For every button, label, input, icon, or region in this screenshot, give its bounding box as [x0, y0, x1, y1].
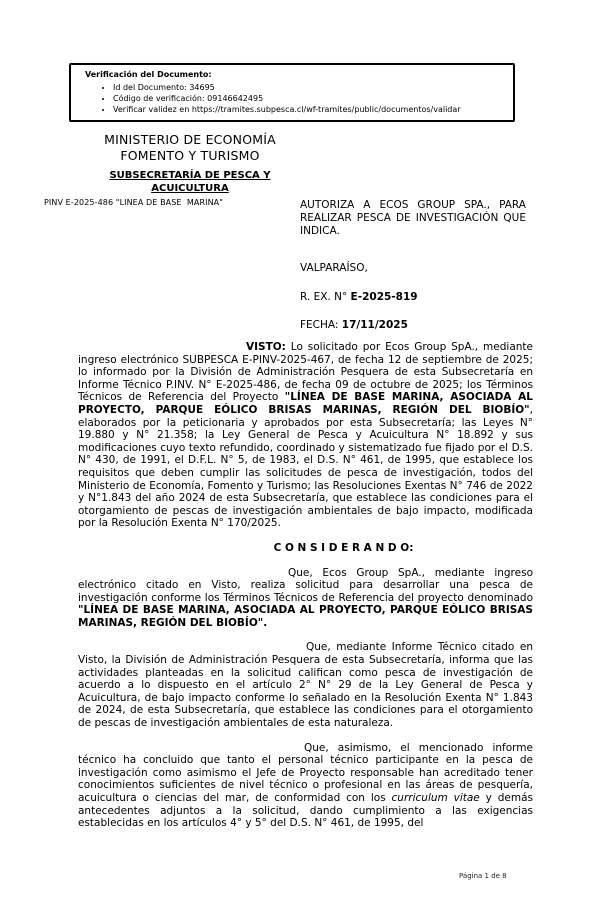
resolution-subject: AUTORIZA A ECOS GROUP SPA., PARA REALIZAR PESCA DE INVESTIGACIÓN QUE INDICA.	[300, 199, 526, 237]
resolution-city: VALPARAÍSO,	[300, 262, 368, 274]
resolution-number-label: R. EX. N°	[300, 291, 351, 303]
letterhead	[45, 132, 335, 195]
considerando-heading: C O N S I D E R A N D O:	[273, 541, 414, 554]
resolution-date-value: 17/11/2025	[341, 319, 408, 331]
resolution-number	[300, 291, 526, 304]
considerando-paragraph-3: Que, asimismo, el mencionado informe técnico ha concluido que tanto el personal técnico participante en la pesca de investigación como asimismo el Jefe de Proyecto responsable han acreditado tener conocimientos suficientes de nivel técnico o profesional en las áreas de pesquería, acuicultura o ciencias del mar, de conformidad con los curriculum vitae y demás antecedentes adjuntos a la solicitud, dando cumplimiento a las exigencias establecidas en los artículos 4° y 5° del D.S. N° 461, de 1995, del	[78, 741, 533, 830]
verification-item-code: • Código de verificación: 09146642495	[113, 93, 507, 104]
resolution-header	[300, 199, 526, 332]
resolution-body	[78, 341, 533, 842]
resolution-date	[300, 319, 526, 332]
subsecretary-name: SUBSECRETARÍA DE PESCA Y ACUICULTURA	[109, 170, 271, 194]
verification-item-document-id: • Id del Documento: 34695	[113, 82, 507, 93]
verification-title: Verificación del Documento:	[85, 70, 212, 79]
visto-paragraph: VISTO: Lo solicitado por Ecos Group SpA., mediante ingreso electrónico SUBPESCA E-PINV-2025-467, de fecha 12 de septiembre de 2025; lo informado por la División de Administración Pesquera de esta Subsecretaría en Informe Técnico P.INV. N° E-2025-486, de fecha 09 de octubre de 2025; los Términos Técnicos de Referencia del Proyecto "LÍNEA DE BASE MARINA, ASOCIADA AL PROYECTO, PARQUE EÓLICO BRISAS MARINAS, REGIÓN DEL BIOBÍO", elaborados por la peticionaria y aprobados por esta Subsecretaría; las Leyes N° 19.880 y N° 21.358; la Ley General de Pesca y Acuicultura N° 18.892 y sus modificaciones cuyo texto refundido, coordinado y sistematizado fue fijado por el D.S. N° 430, de 1991, el D.F.L. N° 5, de 1983, el D.S. N° 461, de 1995, que establece los requisitos que deben cumplir las solicitudes de pesca de investigación, todos del Ministerio de Economía, Fomento y Turismo; las Resoluciones Exentas N° 746 de 2022 y N°1.843 del año 2024 de esta Subsecretaría, que establece las condiciones para el otorgamiento de pescas de investigación ambientales de bajo impacto, modificada por la Resolución Exenta N° 170/2025.	[78, 341, 533, 530]
verification-box	[69, 63, 515, 122]
considerando-paragraph-1: Que, Ecos Group SpA., mediante ingreso electrónico citado en Visto, realiza solicitud para desarrollar una pesca de investigación conforme los Términos Técnicos de Referencia del proyecto denominado "LÍNEA DE BASE MARINA, ASOCIADA AL PROYECTO, PARQUE EÓLICO BRISAS MARINAS, REGIÓN DEL BIOBÍO".	[78, 566, 533, 629]
page-indicator: Página 1 de 8	[459, 872, 507, 880]
ministry-name-line1: MINISTERIO DE ECONOMÍA	[104, 132, 276, 147]
file-reference: PINV E-2025-486 "LINEA DE BASE MARINA"	[44, 198, 224, 207]
resolution-date-label: FECHA:	[300, 319, 342, 331]
verification-list	[85, 82, 507, 115]
considerando-paragraph-2: Que, mediante Informe Técnico citado en Visto, la División de Administración Pesquera de esta Subsecretaría, informa que las actividades planteadas en la solicitud califican como pesca de investigación de acuerdo a lo dispuesto en el artículo 2° N° 29 de la Ley General de Pesca y Acuicultura, de bajo impacto conforme lo señalado en la Resolución Exenta N° 1.843 de 2024, de esta Subsecretaría, que establece las condiciones para el otorgamiento de pescas de investigación ambientales de esta naturaleza.	[78, 641, 533, 730]
resolution-number-value: E-2025-819	[350, 291, 418, 303]
ministry-name-line2: FOMENTO Y TURISMO	[120, 147, 260, 163]
verification-item-url: • Verificar validez en https://tramites.subpesca.cl/wf-tramites/public/documentos/validar	[113, 104, 507, 115]
